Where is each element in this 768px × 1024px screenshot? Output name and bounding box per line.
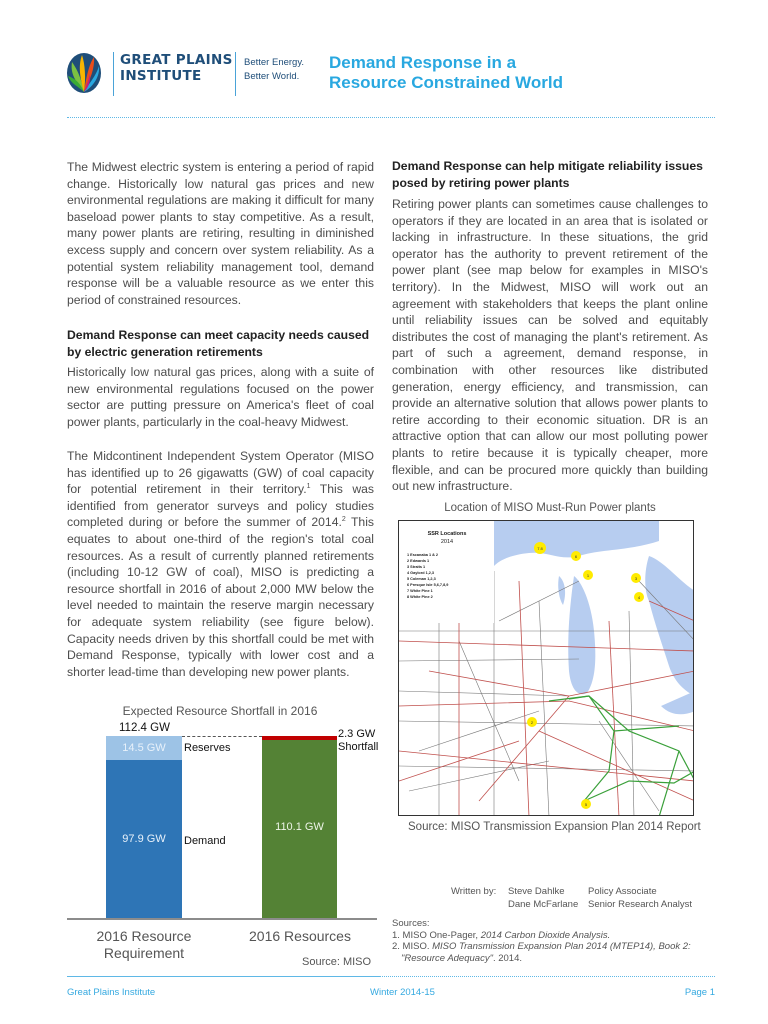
source-item-1: 1. MISO One-Pager, 2014 Carbon Dioxide Analysis. <box>392 929 611 941</box>
tagline: Better Energy. Better World. <box>244 57 305 82</box>
svg-text:1: 1 <box>586 573 590 578</box>
svg-text:4: 4 <box>637 595 641 600</box>
svg-text:3 Straits 1: 3 Straits 1 <box>407 565 426 569</box>
reserves-value: 14.5 GW <box>122 742 166 754</box>
svg-text:5 Coleman 1,2,3: 5 Coleman 1,2,3 <box>407 577 436 581</box>
org-name: GREAT PLAINS INSTITUTE <box>120 52 233 84</box>
transmission-map-graphic <box>399 521 694 816</box>
svg-text:4 Gaylord 1,2,3: 4 Gaylord 1,2,3 <box>407 571 435 575</box>
map-legend-title: SSR Locations <box>427 531 467 537</box>
chart-source: Source: MISO <box>302 956 372 968</box>
demand-value: 97.9 GW <box>122 833 166 845</box>
requirement-dashed-line <box>182 736 262 737</box>
svg-text:2014: 2014 <box>440 539 454 545</box>
section-heading-capacity: Demand Response can meet capacity needs caused by electric generation retirements <box>67 328 370 359</box>
svg-text:2: 2 <box>530 720 534 725</box>
miso-power-plant-map <box>398 520 694 816</box>
svg-text:8 White Pine 2: 8 White Pine 2 <box>407 595 433 599</box>
footer-org: Great Plains Institute <box>67 987 156 998</box>
svg-text:3: 3 <box>634 576 638 581</box>
category-requirement: 2016 Resource Requirement <box>96 928 192 961</box>
footer-edition: Winter 2014-15 <box>370 987 435 998</box>
logo-divider-1 <box>113 52 114 96</box>
shortfall-annotation: 2.3 GW Shortfall <box>338 728 379 753</box>
svg-text:7 White Pine 1: 7 White Pine 1 <box>407 589 433 593</box>
svg-text:6 Presque Isle 5,6,7,8,9: 6 Presque Isle 5,6,7,8,9 <box>407 583 449 587</box>
chart-title: Expected Resource Shortfall in 2016 <box>122 704 318 718</box>
resources-value: 110.1 GW <box>275 821 324 833</box>
logo-divider-2 <box>235 52 236 96</box>
written-by-label: Written by: <box>451 886 497 897</box>
author-2-role: Senior Research Analyst <box>588 899 693 910</box>
reserves-annotation: Reserves <box>184 742 231 754</box>
footer-divider <box>67 976 715 977</box>
shortfall-chart <box>60 718 380 968</box>
map-title: Location of MISO Must-Run Power plants <box>444 502 656 514</box>
capacity-paragraph-1: Historically low natural gas prices, along with a suite of new environmental regulations focused on the power sector are putting pressure on America's fleet of coal power plants, particularly in the coal-heavy Midwest. <box>67 365 374 429</box>
total-requirement-label: 112.4 GW <box>119 722 170 734</box>
author-1-name: Steve Dahlke <box>508 886 565 897</box>
document-title: Demand Response in a Resource Constrained World <box>329 53 563 92</box>
author-1-role: Policy Associate <box>588 886 657 897</box>
svg-text:7 8: 7 8 <box>537 546 543 551</box>
footer-page-number: Page 1 <box>684 987 715 998</box>
source-item-2: 2. MISO. MISO Transmission Expansion Plan 2014 (MTEP14), Book 2: "Resource Adequacy". 2014. <box>392 941 691 964</box>
intro-paragraph: The Midwest electric system is entering a period of rapid change. Historically low natural gas prices and new environmental regulations are making it difficult for many baseload power plants to stay competitive. As a result, many power plants are retiring, resulting in diminished excess supply and concern over system reliability. As a potential system reliability management tool, demand response will be a valuable resource as we enter this period of constrained resources. <box>67 160 374 307</box>
demand-annotation: Demand <box>184 835 226 847</box>
category-resources: 2016 Resources <box>249 928 351 944</box>
map-source-caption: Source: MISO Transmission Expansion Plan 2014 Report <box>408 821 701 833</box>
leaf-globe-icon <box>66 52 102 94</box>
chart-baseline <box>67 918 377 920</box>
header-divider <box>67 117 715 118</box>
footnote-1[interactable]: 1 <box>306 483 311 491</box>
svg-text:5: 5 <box>584 802 588 807</box>
sources-list: Sources: 1. MISO One-Pager, 2014 Carbon Dioxide Analysis. 2. MISO. MISO Transmission Expansion Plan 2014 (MTEP14), Book 2: "Resource Adequacy". 2014. <box>392 918 712 964</box>
great-plains-institute-logo <box>66 52 102 94</box>
svg-text:6: 6 <box>574 554 578 559</box>
svg-text:1 Escanaba 1 & 2: 1 Escanaba 1 & 2 <box>407 553 439 557</box>
capacity-paragraph-2: The Midcontinent Independent System Operator (MISO has identified up to 26 gigawatts (GW) of coal capacity for potential retirement in their territory.$^1$ This was identified from generator surveys and policy studies completed during or before the summer of 2014.$^2$ This equates to about one-third of the region's total coal resources. As a result of currently planned retirements (including 10-12 GW of coal), MISO is predicting a resource shortfall in 2016 of about 2,000 MW below the level needed to maintain the reserve margin necessary for adequate system reliability (see figure below). Capacity needs driven by this shortfall could be met with Demand Response, typically with lower cost and a shorter lead-time than developing new power plants. <box>67 449 374 679</box>
footnote-2[interactable]: 2 <box>341 516 346 524</box>
section-heading-reliability: Demand Response can help mitigate reliability issues posed by retiring power plants <box>392 159 703 190</box>
svg-text:2 Edwards 1: 2 Edwards 1 <box>407 559 430 563</box>
reliability-paragraph: Retiring power plants can sometimes cause challenges to operators if they are located in an area that is isolated or lacking in infrastructure. In these situations, the grid operator has the authority to prevent retirement of the power plant (see map below for examples in MISO's territory). In the Midwest, MISO will work out an agreement with stakeholders that keeps the plant online until reliability issues can be solved and equitably distributes the cost of managing the plant's retirement. As part of such a agreement, demand response, in combination with other resources like distributed generation, energy efficiency, and transmission, can provide an alternative solution that allows power plants to retire according to their economic situation. DR is an attractive option that can allow our most polluting power plants to retire because it is typically cheaper, more flexible, and can be procured more quickly than building out new infrastructure. <box>392 197 708 494</box>
author-2-name: Dane McFarlane <box>508 899 579 910</box>
